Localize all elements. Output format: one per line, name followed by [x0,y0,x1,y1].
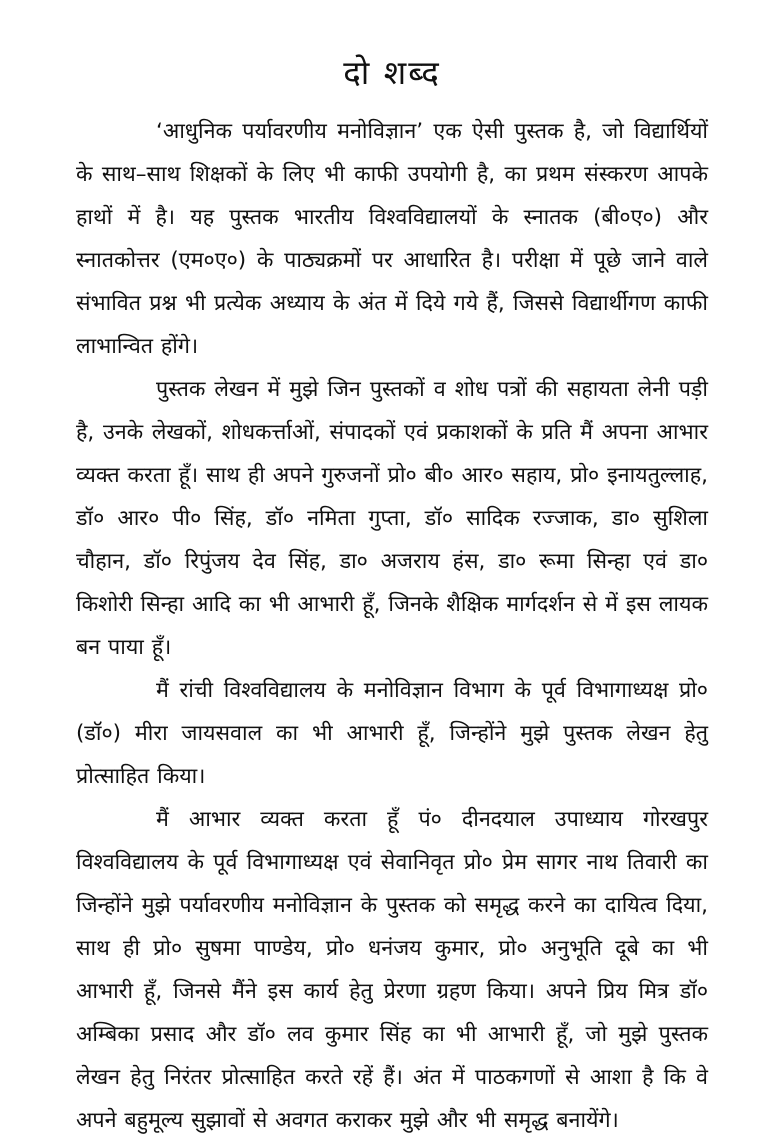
paragraph-acknowledgement-ranchi: मैं रांची विश्वविद्यालय के मनोविज्ञान विभाग के पूर्व विभागाध्यक्ष प्रो० (डॉ०) मीरा जायसवाल का भी आभारी हूँ, जिन्होंने मुझे पुस्तक लेखन हेतु प्रोत्साहित किया। [76,678,708,789]
paragraph-acknowledgement-gorakhpur: मैं आभार व्यक्त करता हूँ पं० दीनदयाल उपाध्याय गोरखपुर विश्वविद्यालय के पूर्व विभागाध्यक्ष एवं सेवानिवृत प्रो० प्रेम सागर नाथ तिवारी का जिन्होंने मुझे पर्यावरणीय मनोविज्ञान के पुस्तक को समृद्ध करने का दायित्व दिया, साथ ही प्रो० सुषमा पाण्डेय, प्रो० धनंजय कुमार, प्रो० अनुभूति दूबे का भी आभारी हूँ, जिनसे मैंने इस कार्य हेतु प्रेरणा ग्रहण किया। अपने प्रिय मित्र डॉ० अम्बिका प्रसाद और डॉ० लव कुमार सिंह का भी आभारी हूँ, जो मुझे पुस्तक लेखन हेतु निरंतर प्रोत्साहित करते रहें हैं। अंत में पाठकगणों से आशा है कि वे अपने बहुमूल्य सुझावों से अवगत कराकर मुझे और भी समृद्ध बनायेंगे। [76,807,708,1133]
paragraph-introduction: ‘आधुनिक पर्यावरणीय मनोविज्ञान’ एक ऐसी पुस्तक है, जो विद्यार्थियों के साथ–साथ शिक्षकों के लिए भी काफी उपयोगी है, का प्रथम संस्करण आपके हाथों में है। यह पुस्तक भारतीय विश्वविद्यालयों के स्नातक (बी०ए०) और स्नातकोत्तर (एम०ए०) के पाठ्यक्रमों पर आधारित है। परीक्षा में पूछे जाने वाले संभावित प्रश्न भी प्रत्येक अध्याय के अंत में दिये गये हैं, जिससे विद्यार्थीगण काफी लाभान्वित होंगे। [76,119,708,359]
page-title: दो शब्द [343,53,441,92]
paragraph-acknowledgement-authors: पुस्तक लेखन में मुझे जिन पुस्तकों व शोध पत्रों की सहायता लेनी पड़ी है, उनके लेखकों, शोधकर्त्ताओं, संपादकों एवं प्रकाशकों के प्रति मैं अपना आभार व्यक्त करता हूँ। साथ ही अपने गुरुजनों प्रो० बी० आर० सहाय, प्रो० इनायतुल्लाह, डॉ० आर० पी० सिंह, डॉ० नमिता गुप्ता, डॉ० सादिक रज्जाक, डा० सुशिला चौहान, डॉ० रिपुंजय देव सिंह, डा० अजराय हंस, डा० रूमा सिन्हा एवं डा० किशोरी सिन्हा आदि का भी आभारी हूँ, जिनके शैक्षिक मार्गदर्शन से में इस लायक बन पाया हूँ। [76,377,708,660]
